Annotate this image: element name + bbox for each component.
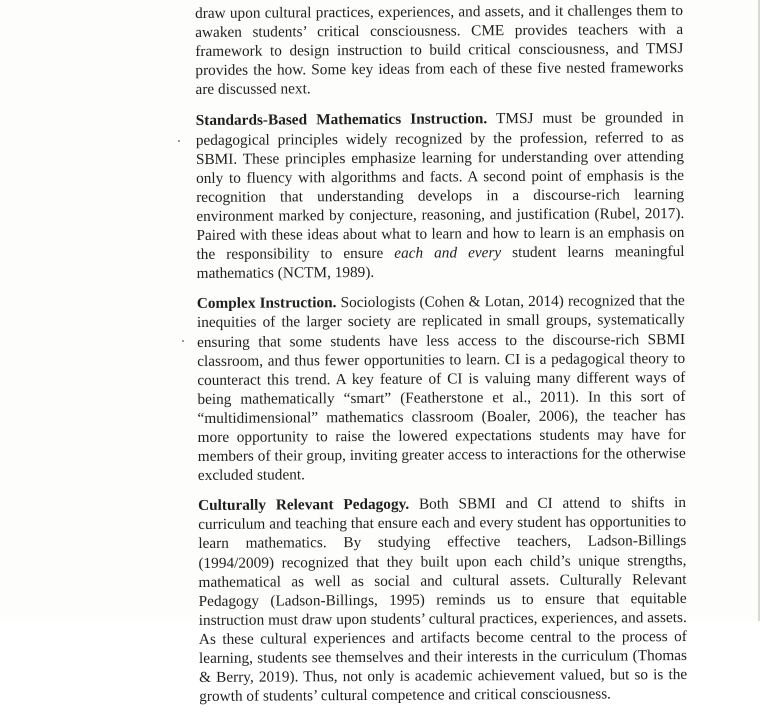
intro-text: draw upon cultural practices, experiences, and assets, and it challenges them to awaken students’ critical consciousness. CME provides teachers with a framework to design instruction to build critical consciousness, and TMSJ provides the how. Some key ideas from each of these five nested frameworks are discussed next. xyxy=(195,2,684,99)
sbmi-heading: Standards-Based Mathematics Instruction. xyxy=(195,110,488,130)
crp-heading: Culturally Relevant Pedagogy. xyxy=(198,495,410,515)
scan-speck xyxy=(182,340,184,342)
ci-text: Sociologists (Cohen & Lotan, 2014) recognized that the inequities of the larger society are replicated in small groups, systematically ensuring that some students have less access to the discourse-rich SBMI classroom, and thus fewer opportunities to learn. CI is a pedagogical theory to counteract this trend. A key feature of CI is valuing many different ways of being mathematically “smart” (Featherstone et al., 2011). In this sort of “multidimensional” mathematics classroom (Boaler, 2006), the teacher has more opportunity to raise the lowered expectations students may have for members of their group, inviting greater access to interactions for the otherwise excluded student. xyxy=(196,292,686,485)
ci-heading: Complex Instruction. xyxy=(196,294,337,313)
sbmi-emphasis: each and every xyxy=(394,244,502,262)
ci-paragraph xyxy=(197,291,686,485)
crp-text: Both SBMI and CI attend to shifts in curriculum and teaching that ensure each and every student has opportunities to learn mathematics. By studying effective teachers, Ladson-Billings (1994/2009) recognized that they built upon each child’s unique strengths, mathematical as well as social and cultural assets. Culturally Relevant Pedagogy (Ladson-Billings, 1995) reminds us to ensure that equitable instruction must draw upon students’ cultural practices, experiences, and assets. As these cultural experiences and artifacts become central to the process of learning, students see themselves and their interests in the curriculum (Thomas & Berry, 2019). Thus, not only is academic achievement valued, but so is the growth of students’ cultural competence and critical consciousness. xyxy=(198,494,688,706)
sbmi-text-before: TMSJ must be grounded in pedagogical principles widely recognized by the profession, referred to as SBMI. These principles emphasize learning for understanding over attending only to fluency with algorithms and facts. A second point of emphasis is the recognition that understanding develops in a discourse-rich learning environment marked by conjecture, reasoning, and justification (Rubel, 2017). Paired with these ideas about what to learn and how to learn is an emphasis on the responsibility to ensure xyxy=(195,109,685,264)
crp-paragraph xyxy=(198,493,687,706)
intro-paragraph xyxy=(195,1,684,99)
sbmi-text-after: student learns meaningful mathematics (NCTM, 1989). xyxy=(196,243,685,283)
sbmi-paragraph xyxy=(196,108,685,283)
scan-speck xyxy=(178,140,180,142)
text-column xyxy=(195,1,687,717)
